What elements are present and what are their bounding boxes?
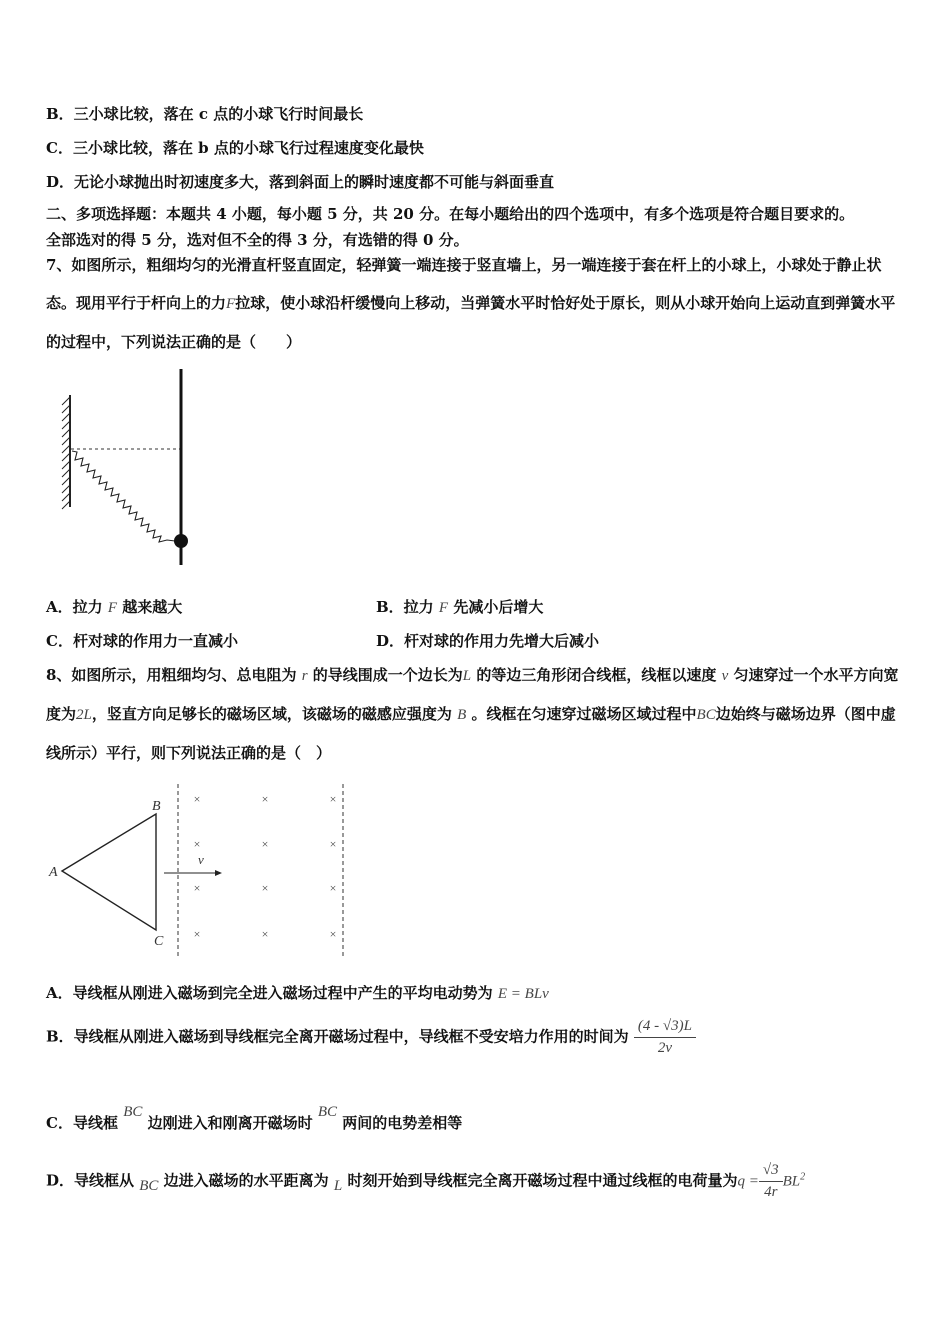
q8-option-d-fraction	[759, 1162, 783, 1201]
q6-option-c: C．三小球比较，落在 b 点的小球飞行过程速度变化最快	[46, 139, 424, 157]
q7-option-a	[46, 596, 182, 617]
q8-option-d-bl: BL	[782, 1173, 801, 1190]
spring	[72, 451, 175, 542]
q7-option-b-post: 先减小后增大	[453, 598, 544, 616]
field-cross: ×	[193, 927, 201, 941]
q8-stem-s7: 边始终与磁场边界（图中虚线所示）平行，则下列说法正确的是（ ）	[46, 705, 896, 762]
q8-option-a	[46, 982, 549, 1003]
field-cross: ×	[329, 792, 337, 806]
field-cross: ×	[329, 837, 337, 851]
q8-option-d	[46, 1162, 805, 1201]
q8-figure	[40, 780, 360, 965]
field-cross: ×	[329, 927, 337, 941]
q8-option-d-l: L	[333, 1177, 343, 1194]
section2-heading-line1: 二、多项选择题：本题共 4 小题，每小题 5 分，共 20 分。在每小题给出的四个选项中，有多个选项是符合题目要求的。	[46, 205, 855, 223]
q7-option-a-symbol: F	[107, 600, 118, 616]
q8-option-d-exponent: 2	[800, 1171, 806, 1183]
q6-option-b: B．三小球比较，落在 c 点的小球飞行时间最长	[46, 105, 364, 123]
q8-option-d-pre: D．导线框从	[46, 1171, 135, 1190]
velocity-arrow-head	[215, 870, 222, 876]
q8-option-b-text: B．导线框从刚进入磁场到导线框完全离开磁场过程中，导线框不受安培力作用的时间为	[46, 1027, 629, 1046]
q8-symbol-l: L	[462, 668, 472, 684]
section2-heading-line2: 全部选对的得 5 分，选对但不全的得 3 分，有选错的得 0 分。	[46, 231, 469, 249]
field-cross: ×	[261, 927, 269, 941]
field-cross: ×	[261, 837, 269, 851]
q7-stem	[46, 246, 908, 361]
q8-option-c-post: 两间的电势差相等	[342, 1114, 463, 1132]
q8-option-c-bc2: BC	[317, 1104, 338, 1120]
q8-symbol-2l: 2L	[76, 707, 92, 723]
field-cross: ×	[193, 792, 201, 806]
q8-stem-s5: ，竖直方向足够长的磁场区域，该磁场的磁感应强度为	[91, 705, 452, 723]
q8-option-d-mid1: 边进入磁场的水平距离为	[163, 1171, 329, 1190]
fraction-numerator: √3	[759, 1162, 783, 1182]
q8-option-c-bc1: BC	[123, 1104, 143, 1120]
q8-symbol-bc: BC	[696, 707, 716, 723]
triangle-frame	[62, 814, 156, 930]
q8-stem-s6: 。线框在匀速穿过磁场区域过程中	[471, 705, 697, 723]
q8-option-c	[46, 1104, 463, 1133]
q7-option-b-symbol: F	[438, 600, 449, 616]
fraction-denominator: 4r	[764, 1184, 778, 1200]
q7-option-b-pre: B．拉力	[376, 598, 434, 616]
field-cross: ×	[261, 792, 269, 806]
q7-option-a-pre: A．拉力	[46, 598, 103, 616]
field-cross: ×	[193, 881, 201, 895]
magnetic-field-crosses	[194, 792, 337, 941]
q7-option-b	[376, 596, 543, 617]
q7-stem-part1: 7、如图所示，粗细均匀的光滑直杆竖直固定，轻弹簧一端连接于竖直墙上，另一端连接于套在杆上的小球上，小球处于静止状态。现用平行于杆向上的力	[46, 256, 882, 312]
field-cross: ×	[193, 837, 201, 851]
q8-stem-s4: 匀速穿过一个水平方向宽度为	[46, 666, 899, 723]
q6-option-d: D．无论小球抛出时初速度多大，落到斜面上的瞬时速度都不可能与斜面垂直	[46, 173, 555, 191]
small-ball	[174, 534, 188, 548]
vertex-c-label: C	[154, 934, 164, 949]
q8-option-c-pre: C．导线框	[46, 1114, 118, 1132]
wall-hatching	[62, 395, 70, 509]
q8-option-d-bc: BC	[139, 1177, 159, 1194]
q8-stem-s3: 的等边三角形闭合线框，线框以速度	[476, 666, 717, 684]
fraction-numerator: (4 - √3)L	[634, 1018, 696, 1038]
q8-option-d-q: q =	[737, 1173, 759, 1190]
q7-figure	[55, 365, 205, 570]
q7-option-a-post: 越来越大	[122, 598, 183, 616]
field-cross: ×	[329, 881, 337, 895]
q8-option-a-formula: E = BLv	[497, 986, 549, 1002]
field-cross: ×	[261, 881, 269, 895]
q7-force-symbol: F	[226, 296, 236, 312]
fraction-denominator: 2v	[657, 1040, 673, 1056]
vertex-b-label: B	[152, 799, 161, 814]
q8-stem-s1: 8、如图所示，用粗细均匀、总电阻为	[46, 666, 297, 684]
q8-symbol-v: v	[721, 668, 729, 684]
q8-symbol-b: B	[457, 707, 467, 723]
velocity-label: v	[198, 852, 204, 867]
q8-stem-s2: 的导线围成一个边长为	[312, 666, 463, 684]
q7-option-d: D．杆对球的作用力先增大后减小	[376, 632, 600, 650]
q8-stem	[46, 656, 908, 772]
q7-stem-part2: 拉球，使小球沿杆缓慢向上移动，当弹簧水平时恰好处于原长，则从小球开始向上运动直到弹簧水平的过程中，下列说法正确的是（ ）	[46, 294, 896, 351]
vertex-a-label: A	[49, 865, 58, 880]
q8-option-c-mid: 边刚进入和刚离开磁场时	[147, 1114, 313, 1132]
q7-option-c: C．杆对球的作用力一直减小	[46, 632, 238, 650]
q8-option-b	[46, 1018, 696, 1057]
q8-option-b-fraction	[634, 1018, 696, 1057]
q8-symbol-r: r	[301, 668, 308, 684]
q8-option-d-mid2: 时刻开始到导线框完全离开磁场过程中通过线框的电荷量为	[347, 1171, 738, 1190]
q8-option-a-text: A．导线框从刚进入磁场到完全进入磁场过程中产生的平均电动势为	[46, 984, 493, 1002]
